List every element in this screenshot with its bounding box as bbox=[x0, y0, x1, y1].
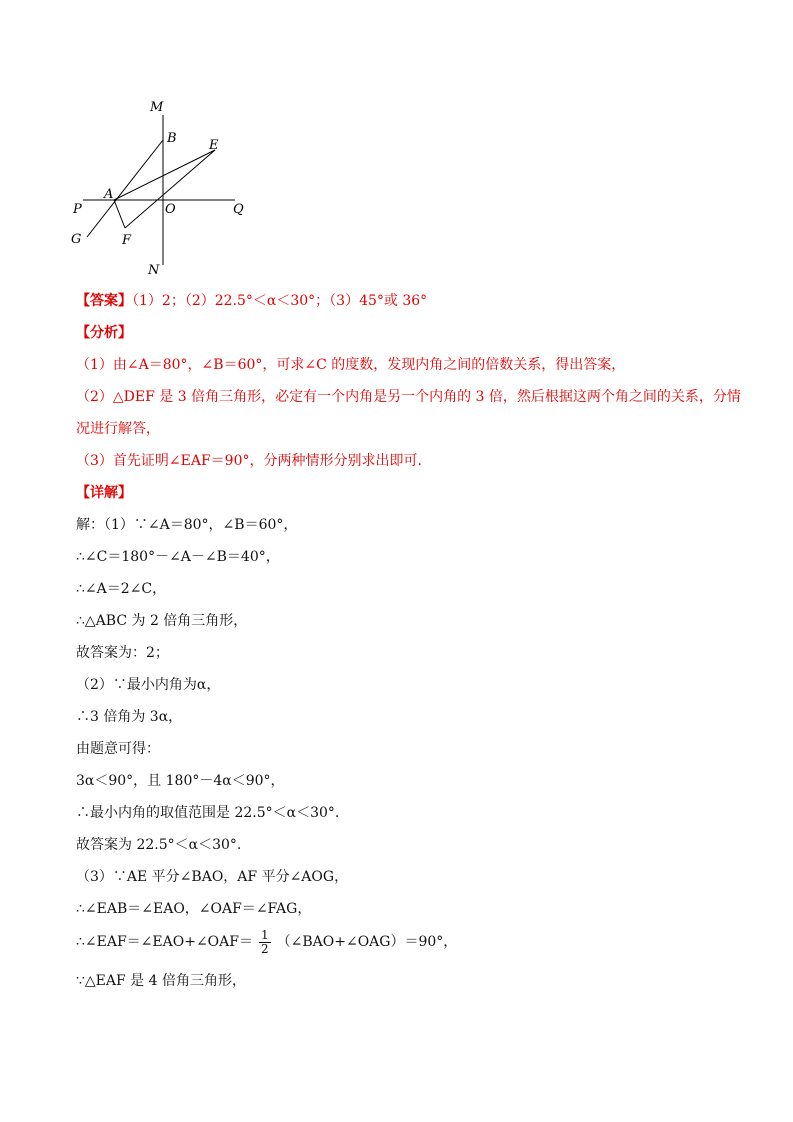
detail-tag: 【详解】 bbox=[76, 485, 132, 501]
label-a: A bbox=[104, 187, 114, 202]
geometry-figure bbox=[60, 90, 260, 280]
detail-line: ∴△ABC 为 2 倍角三角形， bbox=[76, 613, 248, 629]
detail-line: 由题意可得： bbox=[76, 741, 160, 757]
detail-last-line: ∵△EAF 是 4 倍角三角形， bbox=[76, 973, 246, 989]
label-m: M bbox=[150, 100, 164, 115]
answer-text: （1）2；（2）22.5°＜α＜30°；（3）45°或 36° bbox=[132, 293, 428, 309]
detail-line: 故答案为：2； bbox=[76, 645, 169, 661]
detail-line: ∴∠EAB＝∠EAO，∠OAF＝∠FAG， bbox=[76, 901, 312, 917]
analysis-p2b: 况进行解答， bbox=[76, 421, 160, 437]
detail-line: ∴最小内角的取值范围是 22.5°＜α＜30°. bbox=[76, 805, 340, 821]
analysis-p1: （1）由∠A＝80°，∠B＝60°，可求∠C 的度数，发现内角之间的倍数关系，得出答案， bbox=[76, 357, 626, 373]
fraction-denominator: 2 bbox=[260, 941, 269, 956]
analysis-p2a: （2）△DEF 是 3 倍角三角形，必定有一个内角是另一个内角的 3 倍，然后根据这两个角之间的关系，分情 bbox=[76, 389, 741, 405]
fraction-numerator: 1 bbox=[260, 927, 269, 942]
segment-ae bbox=[114, 150, 215, 200]
label-b: B bbox=[167, 131, 177, 146]
label-n: N bbox=[148, 263, 160, 278]
answer-line bbox=[76, 291, 427, 311]
detail-line: ∴∠C＝180°－∠A－∠B＝40°， bbox=[76, 549, 280, 565]
fraction-half bbox=[259, 929, 271, 956]
detail-line: （3）∵AE 平分∠BAO，AF 平分∠AOG， bbox=[76, 869, 349, 885]
detail-line: （2）∵最小内角为α， bbox=[76, 677, 221, 693]
eaf-prefix: ∴∠EAF＝∠EAO+∠OAF＝ bbox=[76, 934, 253, 950]
detail-line: 故答案为 22.5°＜α＜30°. bbox=[76, 837, 242, 853]
eaf-suffix: （∠BAO+∠OAG）＝90°， bbox=[276, 934, 458, 950]
segment-af bbox=[114, 200, 125, 228]
answer-tag: 【答案】 bbox=[76, 293, 132, 309]
detail-line: ∴∠A＝2∠C， bbox=[76, 581, 167, 597]
detail-line: 3α＜90°，且 180°－4α＜90°， bbox=[76, 773, 285, 789]
label-e: E bbox=[209, 138, 219, 153]
line-gab bbox=[87, 140, 163, 237]
geometry-diagram bbox=[60, 90, 260, 280]
label-p: P bbox=[73, 202, 82, 217]
label-g: G bbox=[71, 232, 82, 247]
analysis-tag: 【分析】 bbox=[76, 325, 132, 341]
label-o: O bbox=[165, 202, 176, 217]
detail-line: ∴3 倍角为 3α， bbox=[76, 709, 183, 725]
label-f: F bbox=[122, 233, 132, 248]
eaf-equation-line bbox=[76, 927, 457, 957]
label-q: Q bbox=[233, 202, 244, 217]
detail-line: 解：（1）∵∠A＝80°，∠B＝60°， bbox=[76, 517, 298, 533]
analysis-p3: （3）首先证明∠EAF＝90°，分两种情形分别求出即可． bbox=[76, 453, 432, 469]
